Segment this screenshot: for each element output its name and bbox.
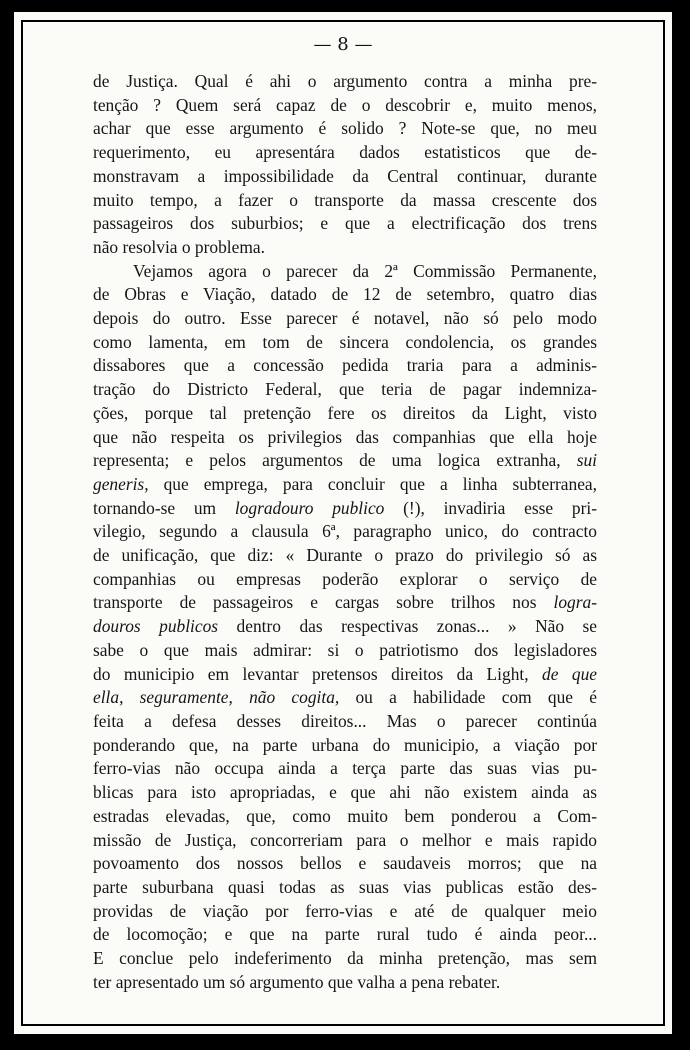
text-line: transporte de passageiros e cargas sobre trilhos nos logra- (93, 592, 597, 613)
text-line: sabe o que mais admirar: si o patriotismo dos legisladores (93, 639, 597, 660)
paragraph (93, 260, 597, 995)
text-line: blicas para isto apropriadas, e que ahi não existem ainda as (93, 782, 597, 803)
text-line: ponderando que, na parte urbana do municipio, a viação por (93, 734, 597, 755)
text-line: generis, que emprega, para concluir que a linha subterranea, (93, 473, 597, 494)
text-line: ferro-vias não occupa ainda a terça parte das suas vias pu- (93, 758, 597, 779)
text-line: de unificação, que diz: « Durante o prazo do privilegio só as (93, 545, 597, 566)
text-line: missão de Justiça, concorreriam para o melhor e mais rapido (93, 829, 597, 850)
text-line: dissabores que a concessão pedida traria para a adminis- (93, 355, 597, 376)
text-line: representa; e pelos argumentos de uma logica extranha, sui (93, 450, 597, 471)
text-line: companhias ou empresas poderão explorar o serviço de (93, 568, 597, 589)
text-line: que não respeita os privilegios das companhias que ella hoje (93, 426, 597, 447)
text-line: de Obras e Viação, datado de 12 de setembro, quatro dias (93, 284, 597, 305)
text-line: Vejamos agora o parecer da 2ª Commissão Permanente, (133, 260, 597, 281)
text-line: tornando-se um logradouro publico (!), invadiria esse pri- (93, 497, 597, 518)
text-line: requerimento, eu apresentára dados estatisticos que de- (93, 142, 597, 163)
text-line: não resolvia o problema. (93, 236, 265, 257)
text-line: providas de viação por ferro-vias e até de qualquer meio (93, 900, 597, 921)
text-line: povoamento dos nossos bellos e saudaveis morros; que na (93, 853, 597, 874)
text-line: estradas elevadas, que, como muito bem ponderou a Com- (93, 805, 597, 826)
page-number: — 8 — (313, 34, 373, 55)
text-line: passageiros dos suburbios; e que a electrificação dos trens (93, 213, 597, 234)
text-line: de Justiça. Qual é ahi o argumento contra a minha pre- (93, 71, 597, 91)
body-text (93, 70, 597, 994)
text-line: E conclue pelo indeferimento da minha pretenção, mas sem (93, 948, 597, 969)
text-line: tenção ? Quem será capaz de o descobrir e, muito menos, (93, 94, 597, 115)
text-line: achar que esse argumento é solido ? Note-se que, no meu (93, 118, 597, 139)
text-line: ções, porque tal pretenção fere os direitos da Light, visto (93, 402, 597, 423)
text-line: douros publicos dentro das respectivas zonas... » Não se (93, 616, 598, 637)
book-page (14, 12, 672, 1034)
text-line: de locomoção; e que na parte rural tudo é ainda peor... (93, 924, 597, 945)
text-line: muito tempo, a fazer o transporte da massa crescente dos (93, 189, 597, 210)
text-line: tração do Districto Federal, que teria de pagar indemniza- (93, 379, 597, 400)
text-line: monstravam a impossibilidade da Central continuar, durante (93, 165, 597, 186)
text-line: vilegio, segundo a clausula 6ª, paragrapho unico, do contracto (93, 521, 597, 542)
text-line: depois do outro. Esse parecer é notavel, não só pelo modo (93, 308, 597, 329)
page-border (21, 20, 665, 1026)
text-line: ella, seguramente, não cogita, ou a habilidade com que é (93, 687, 597, 708)
text-line: como lamenta, em tom de sincera condolencia, os grandes (93, 331, 597, 352)
text-line: feita a defesa desses direitos... Mas o parecer continúa (93, 710, 597, 731)
text-line: do municipio em levantar pretensos direitos da Light, de que (93, 663, 598, 684)
text-line: ter apresentado um só argumento que valha a pena rebater. (93, 971, 501, 992)
paragraph (93, 70, 597, 260)
text-line: parte suburbana quasi todas as suas vias publicas estão des- (93, 876, 597, 897)
